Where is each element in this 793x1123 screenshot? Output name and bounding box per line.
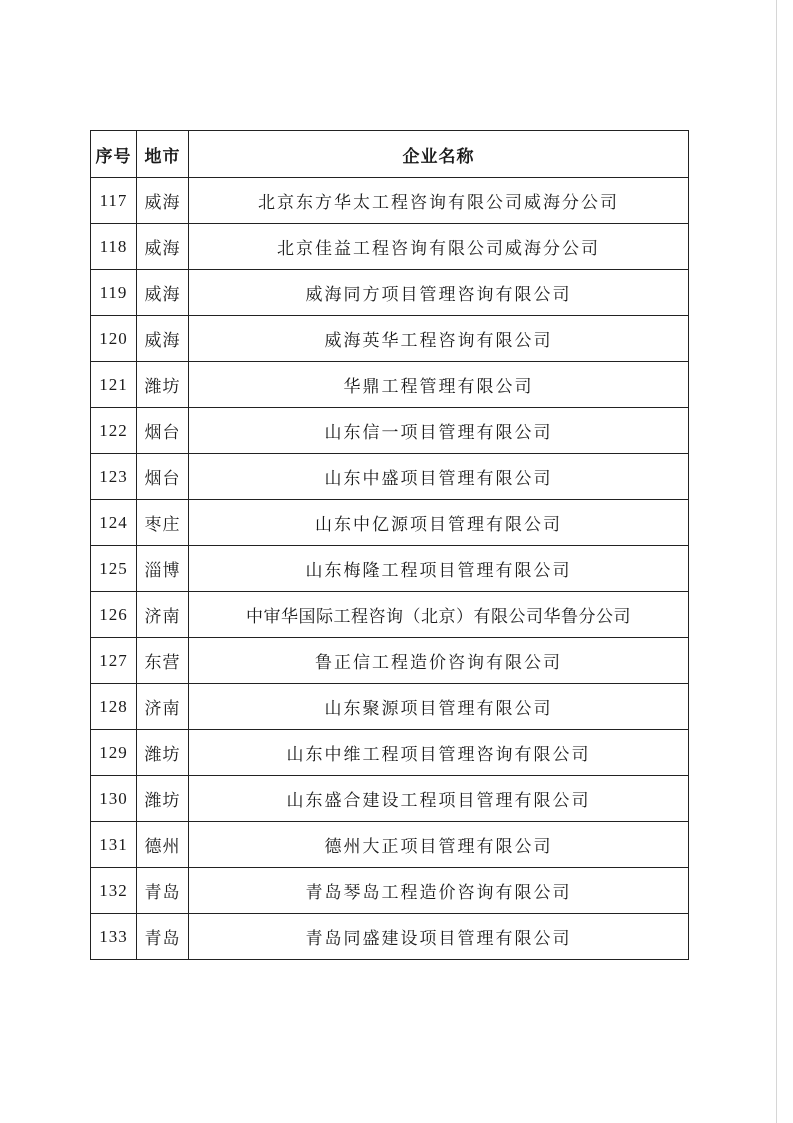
row-name: 青岛琴岛工程造价咨询有限公司 xyxy=(189,868,689,914)
scan-edge-line xyxy=(776,0,777,1123)
row-city: 烟台 xyxy=(137,408,189,454)
row-name: 北京东方华太工程咨询有限公司威海分公司 xyxy=(189,178,689,224)
header-city: 地市 xyxy=(137,131,189,178)
row-seq: 120 xyxy=(91,316,137,362)
row-city: 烟台 xyxy=(137,454,189,500)
row-city: 潍坊 xyxy=(137,362,189,408)
row-name: 中审华国际工程咨询（北京）有限公司华鲁分公司 xyxy=(189,592,689,638)
row-city: 济南 xyxy=(137,592,189,638)
header-row xyxy=(91,131,689,178)
table-row xyxy=(91,638,689,684)
row-city: 潍坊 xyxy=(137,776,189,822)
row-city: 淄博 xyxy=(137,546,189,592)
header-name: 企业名称 xyxy=(189,131,689,178)
row-name: 山东中亿源项目管理有限公司 xyxy=(189,500,689,546)
row-city: 威海 xyxy=(137,316,189,362)
table-row xyxy=(91,454,689,500)
row-city: 德州 xyxy=(137,822,189,868)
table-body xyxy=(91,178,689,960)
table-row xyxy=(91,178,689,224)
enterprise-list-table xyxy=(90,130,689,960)
row-seq: 125 xyxy=(91,546,137,592)
table-row xyxy=(91,408,689,454)
row-name: 华鼎工程管理有限公司 xyxy=(189,362,689,408)
row-city: 济南 xyxy=(137,684,189,730)
row-name: 山东中盛项目管理有限公司 xyxy=(189,454,689,500)
row-name: 鲁正信工程造价咨询有限公司 xyxy=(189,638,689,684)
table-row xyxy=(91,868,689,914)
table-row xyxy=(91,270,689,316)
row-seq: 118 xyxy=(91,224,137,270)
table-row xyxy=(91,776,689,822)
row-name: 威海同方项目管理咨询有限公司 xyxy=(189,270,689,316)
row-name: 北京佳益工程咨询有限公司威海分公司 xyxy=(189,224,689,270)
row-name: 山东盛合建设工程项目管理有限公司 xyxy=(189,776,689,822)
table-header xyxy=(91,131,689,178)
row-name: 德州大正项目管理有限公司 xyxy=(189,822,689,868)
row-name: 山东信一项目管理有限公司 xyxy=(189,408,689,454)
row-city: 枣庄 xyxy=(137,500,189,546)
row-seq: 122 xyxy=(91,408,137,454)
row-name: 山东聚源项目管理有限公司 xyxy=(189,684,689,730)
row-city: 威海 xyxy=(137,224,189,270)
row-city: 威海 xyxy=(137,270,189,316)
row-seq: 128 xyxy=(91,684,137,730)
row-name: 青岛同盛建设项目管理有限公司 xyxy=(189,914,689,960)
table-row xyxy=(91,730,689,776)
row-city: 青岛 xyxy=(137,914,189,960)
row-seq: 129 xyxy=(91,730,137,776)
row-seq: 132 xyxy=(91,868,137,914)
table-row xyxy=(91,316,689,362)
table-row xyxy=(91,362,689,408)
row-seq: 130 xyxy=(91,776,137,822)
row-seq: 127 xyxy=(91,638,137,684)
row-name: 山东中维工程项目管理咨询有限公司 xyxy=(189,730,689,776)
header-seq: 序号 xyxy=(91,131,137,178)
row-city: 青岛 xyxy=(137,868,189,914)
table-row xyxy=(91,592,689,638)
row-seq: 124 xyxy=(91,500,137,546)
table-row xyxy=(91,822,689,868)
row-seq: 117 xyxy=(91,178,137,224)
table-row xyxy=(91,914,689,960)
table-row xyxy=(91,500,689,546)
table-row xyxy=(91,684,689,730)
row-seq: 123 xyxy=(91,454,137,500)
row-seq: 121 xyxy=(91,362,137,408)
row-seq: 131 xyxy=(91,822,137,868)
row-city: 潍坊 xyxy=(137,730,189,776)
row-city: 威海 xyxy=(137,178,189,224)
row-seq: 119 xyxy=(91,270,137,316)
row-seq: 126 xyxy=(91,592,137,638)
table-row xyxy=(91,224,689,270)
row-name: 威海英华工程咨询有限公司 xyxy=(189,316,689,362)
row-name: 山东梅隆工程项目管理有限公司 xyxy=(189,546,689,592)
table-row xyxy=(91,546,689,592)
row-city: 东营 xyxy=(137,638,189,684)
row-seq: 133 xyxy=(91,914,137,960)
